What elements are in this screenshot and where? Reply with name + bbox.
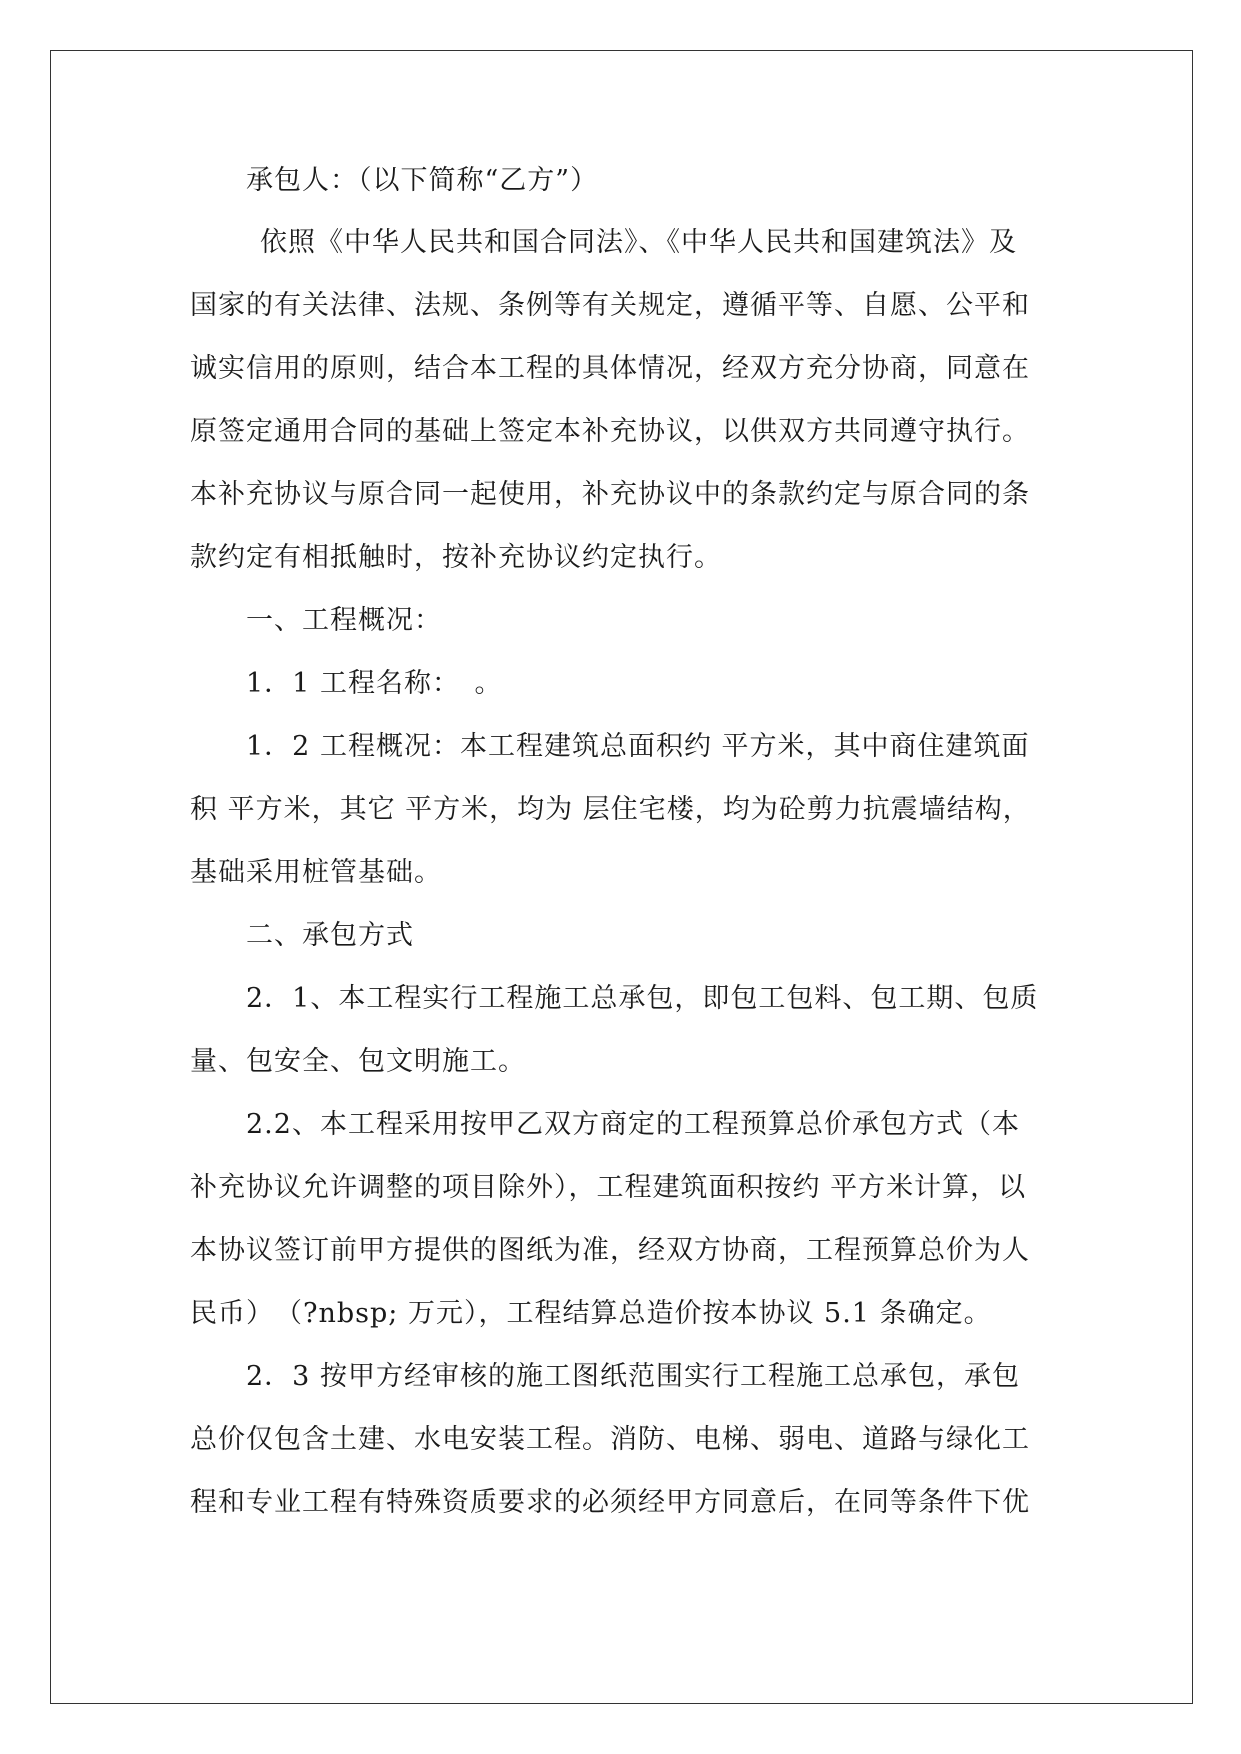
clause-line: 总价仅包含土建、水电安装工程。消防、电梯、弱电、道路与绿化工 [190,1424,1030,1455]
paragraph-line: 国家的有关法律、法规、条例等有关规定，遵循平等、自愿、公平和 [190,290,1030,321]
clause-line: 本协议签订前甲方提供的图纸为准，经双方协商，工程预算总价为人 [190,1235,1030,1266]
paragraph-line: 依照《中华人民共和国合同法》、《中华人民共和国建筑法》及 [260,227,1017,258]
clause-line: 2．3 按甲方经审核的施工图纸范围实行工程施工总承包，承包 [246,1361,1020,1392]
paragraph-line: 款约定有相抵触时，按补充协议约定执行。 [190,542,722,573]
paragraph-line: 本补充协议与原合同一起使用，补充协议中的条款约定与原合同的条 [190,479,1030,510]
contractor-line: 承包人：（以下简称“乙方”） [246,165,599,196]
clause-line: 程和专业工程有特殊资质要求的必须经甲方同意后，在同等条件下优 [190,1487,1030,1518]
clause-line: 基础采用桩管基础。 [190,857,442,888]
section-heading: 二、承包方式 [246,920,414,951]
section-heading: 一、工程概况： [246,605,442,636]
clause-line: 量、包安全、包文明施工。 [190,1046,526,1077]
paragraph-line: 原签定通用合同的基础上签定本补充协议，以供双方共同遵守执行。 [190,416,1030,447]
clause-line: 积 平方米，其它 平方米，均为 层住宅楼，均为砼剪力抗震墙结构， [190,794,1031,825]
clause-line: 补充协议允许调整的项目除外），工程建筑面积按约 平方米计算，以 [190,1172,1027,1203]
clause-line: 1．1 工程名称： 。 [246,668,503,699]
clause-line: 2.2、本工程采用按甲乙双方商定的工程预算总价承包方式（本 [246,1109,1020,1140]
clause-line: 1．2 工程概况：本工程建筑总面积约 平方米，其中商住建筑面 [246,731,1030,762]
paragraph-line: 诚实信用的原则，结合本工程的具体情况，经双方充分协商，同意在 [190,353,1030,384]
clause-line: 2．1、本工程实行工程施工总承包，即包工包料、包工期、包质 [246,983,1039,1014]
clause-line: 民币） （?nbsp; 万元），工程结算总造价按本协议 5.1 条确定。 [190,1298,992,1329]
